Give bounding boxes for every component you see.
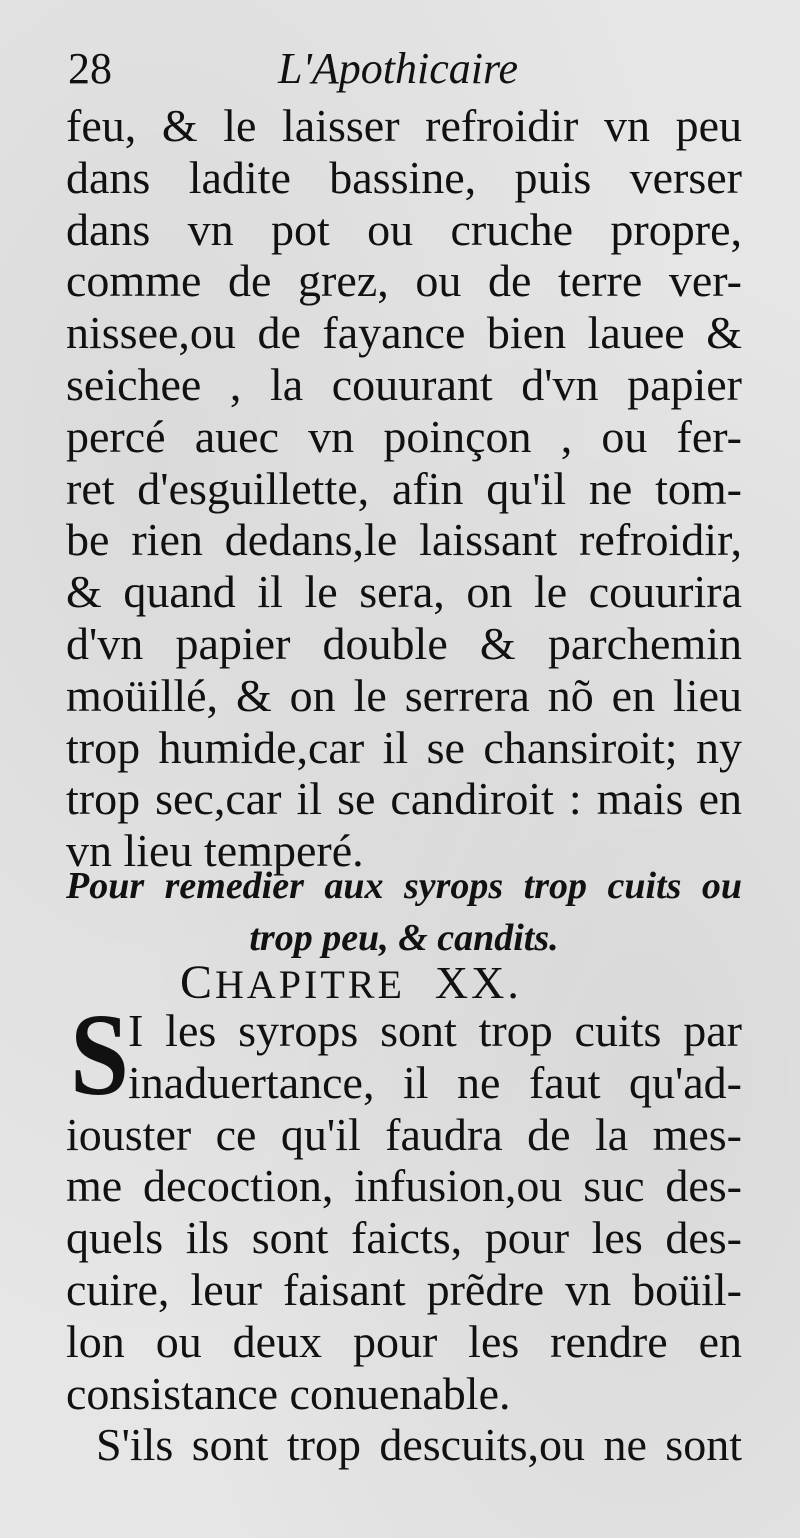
section-text [66, 989, 742, 1471]
page-number: 28 [68, 44, 112, 93]
body-text [66, 100, 742, 877]
text-line: dans ladite bassine, puis verser [66, 151, 742, 203]
text-line: vn lieu temperé. [66, 825, 364, 877]
text-line: inaduertance, il ne faut qu'ad- [128, 1056, 742, 1108]
chapter-label: HAPITRE [215, 962, 405, 1007]
text-line: nissee,ou de fayance bien lauee & [66, 307, 742, 359]
chapter-label-cap: C [180, 956, 216, 1009]
section-heading [66, 860, 742, 964]
text-line: cuire, leur faisant prẽdre vn boüil- [66, 1263, 742, 1315]
text-line: be rien dedans,le laissant refroidir, [66, 514, 742, 566]
text-line: ret d'esguillette, afin qu'il ne tom- [66, 462, 742, 514]
text-line: feu, & le laisser refroidir vn peu [66, 100, 742, 151]
text-line: & quand il le sera, on le couurira [66, 566, 742, 618]
text-line: percé auec vn poinçon , ou fer- [66, 410, 742, 462]
text-line: seichee , la couurant d'vn papier [66, 358, 742, 410]
text-line: comme de grez, ou de terre ver- [66, 255, 742, 307]
text-line: consistance conuenable. [66, 1367, 511, 1419]
text-line: trop humide,car il se chansiroit; ny [66, 721, 742, 773]
text-line: dans vn pot ou cruche propre, [66, 203, 742, 255]
text-line: d'vn papier double & parchemin [66, 617, 742, 669]
section-heading-line: Pour remedier aux syrops trop cuits ou [66, 865, 742, 907]
section-heading-line: trop peu, & candits. [249, 917, 559, 959]
text-line: I les syrops sont trop cuits par [128, 1005, 742, 1056]
chapter-number: XX. [434, 957, 522, 1008]
text-line: S'ils sont trop descuits,ou ne sont [96, 1419, 742, 1471]
text-line: trop sec,car il se candiroit : mais en [66, 773, 742, 825]
page-header [68, 40, 738, 100]
chapter-title [180, 955, 522, 1010]
text-line: me decoction, infusion,ou suc des- [66, 1160, 742, 1212]
drop-cap: S [70, 989, 130, 1120]
text-line: moüillé, & on le serrera nõ en lieu [66, 669, 742, 721]
text-line: lon ou deux pour les rendre en [66, 1315, 742, 1367]
text-line: quels ils sont faicts, pour les des- [66, 1212, 742, 1264]
text-line: iouster ce qu'il faudra de la mes- [66, 1108, 742, 1160]
running-title: L'Apothicaire [278, 44, 518, 93]
